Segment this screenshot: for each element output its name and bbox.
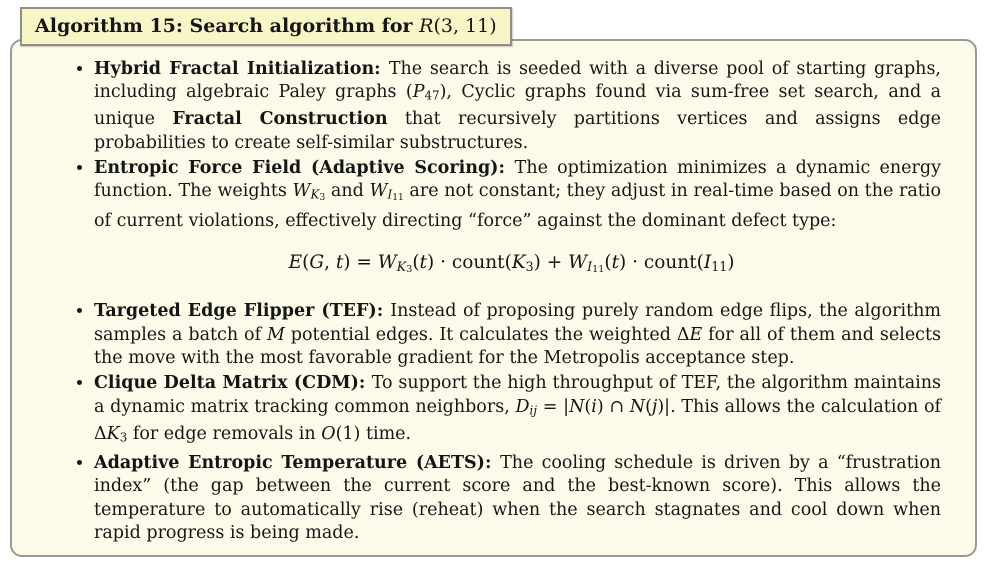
feature-list <box>58 58 941 546</box>
algorithm-body <box>12 41 975 546</box>
bullet-hybrid-fractal-initialization <box>94 58 941 156</box>
algorithm-box <box>10 39 977 557</box>
bullet-adaptive-entropic-temperature <box>94 452 941 546</box>
bullet-text: Hybrid Fractal Initialization: The search is seeded with a diverse pool of starting graphs, including algebraic Paley graphs (P47), Cyclic graphs found via sum-free set search, and a unique Fractal Construction that recursively partitions vertices and assigns edge probabilities to create self-similar substructures. <box>94 58 942 153</box>
bullet-clique-delta-matrix <box>94 372 941 450</box>
bullet-text: Targeted Edge Flipper (TEF): Instead of proposing purely random edge flips, the algorithm samples a batch of M potential edges. It calculates the weighted ΔE for all of them and selects the move with the most favorable gradient for the Metropolis acceptance step. <box>94 301 941 369</box>
energy-equation: E(G, $t) = WK_3(t)$ · count(K3) + $WI_{11}(t)$ · count(I11) <box>288 251 735 275</box>
algorithm-title: Algorithm 15: Search algorithm for R(3, 11) <box>20 7 512 46</box>
bullet-text: Clique Delta Matrix (CDM): To support the high throughput of TEF, the algorithm maintains a dynamic matrix tracking common neighbors, Dij = |N(i) ∩ N(j)|. This allows the calculation of ΔK3 for edge removals in O(1) time. <box>94 373 941 445</box>
bullet-text: Entropic Force Field (Adaptive Scoring): The optimization minimizes a dynamic energy function. The weights $WK_3$ and $WI_{11}$ are not constant; they adjust in real-time based on the ratio of current violations, effectively directing “force” against the dominant defect type: <box>94 157 941 232</box>
bullet-targeted-edge-flipper <box>94 300 941 371</box>
bullet-entropic-force-field <box>94 157 941 282</box>
bullet-text: Adaptive Entropic Temperature (AETS): The cooling schedule is driven by a “frustration index” (the gap between the current score and the best-known score). This allows the temperature to automatically rise (reheat) when the search stagnates and cool down when rapid progress is being made. <box>94 452 942 544</box>
